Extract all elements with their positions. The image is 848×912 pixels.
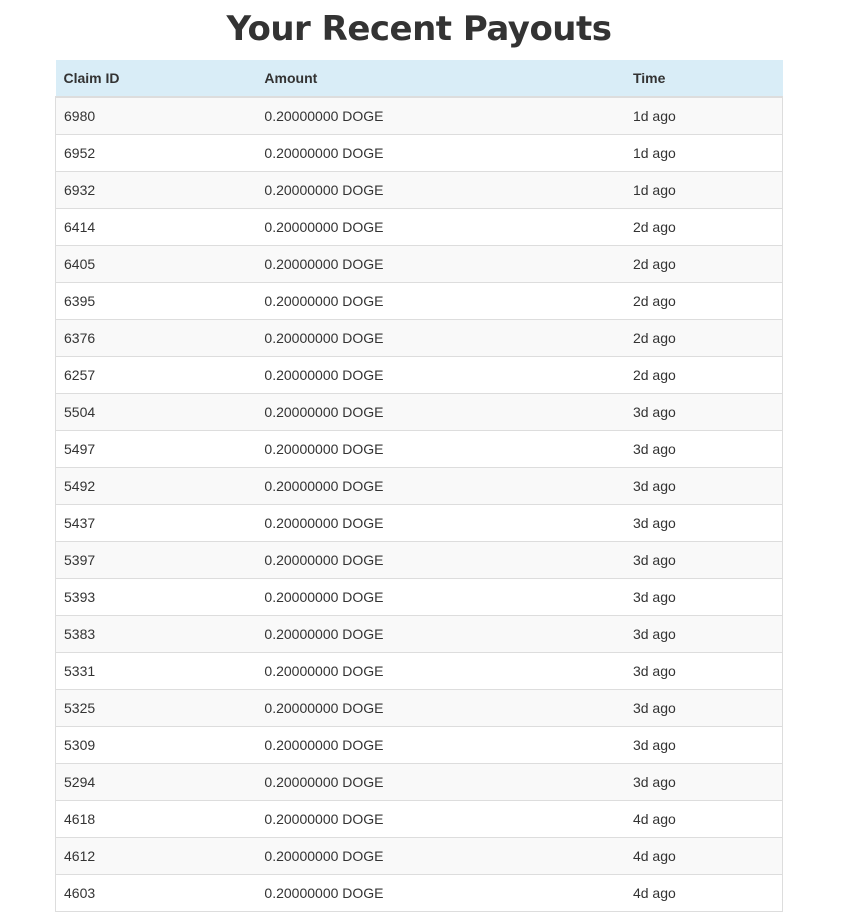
table-row: [56, 394, 783, 431]
table-row: [56, 875, 783, 912]
time-cell: 1d ago: [625, 97, 783, 135]
claim-id-cell: 6405: [56, 246, 257, 283]
table-row: [56, 542, 783, 579]
claim-id-cell: 5294: [56, 764, 257, 801]
table-row: [56, 468, 783, 505]
claim-id-cell: 5437: [56, 505, 257, 542]
amount-cell: 0.20000000 DOGE: [256, 875, 625, 912]
claim-id-cell: 6932: [56, 172, 257, 209]
payouts-table: [55, 60, 783, 912]
time-cell: 3d ago: [625, 616, 783, 653]
table-row: [56, 727, 783, 764]
claim-id-cell: 6257: [56, 357, 257, 394]
table-row: [56, 764, 783, 801]
claim-id-cell: 4612: [56, 838, 257, 875]
time-cell: 3d ago: [625, 505, 783, 542]
amount-cell: 0.20000000 DOGE: [256, 209, 625, 246]
claim-id-cell: 4603: [56, 875, 257, 912]
table-row: [56, 283, 783, 320]
table-header-row: [56, 60, 783, 97]
time-cell: 1d ago: [625, 135, 783, 172]
amount-cell: 0.20000000 DOGE: [256, 579, 625, 616]
amount-cell: 0.20000000 DOGE: [256, 801, 625, 838]
column-header-amount: Amount: [256, 60, 625, 97]
time-cell: 3d ago: [625, 764, 783, 801]
amount-cell: 0.20000000 DOGE: [256, 764, 625, 801]
time-cell: 3d ago: [625, 579, 783, 616]
time-cell: 3d ago: [625, 690, 783, 727]
time-cell: 2d ago: [625, 246, 783, 283]
column-header-claim-id: Claim ID: [56, 60, 257, 97]
amount-cell: 0.20000000 DOGE: [256, 838, 625, 875]
amount-cell: 0.20000000 DOGE: [256, 653, 625, 690]
table-body: [56, 97, 783, 912]
table-row: [56, 135, 783, 172]
table-row: [56, 246, 783, 283]
amount-cell: 0.20000000 DOGE: [256, 357, 625, 394]
table-row: [56, 320, 783, 357]
claim-id-cell: 5492: [56, 468, 257, 505]
table-row: [56, 505, 783, 542]
amount-cell: 0.20000000 DOGE: [256, 431, 625, 468]
claim-id-cell: 5325: [56, 690, 257, 727]
time-cell: 4d ago: [625, 838, 783, 875]
time-cell: 3d ago: [625, 727, 783, 764]
time-cell: 1d ago: [625, 172, 783, 209]
table-header: [56, 60, 783, 97]
time-cell: 4d ago: [625, 801, 783, 838]
page-title: Your Recent Payouts: [226, 8, 612, 49]
claim-id-cell: 5331: [56, 653, 257, 690]
time-cell: 2d ago: [625, 357, 783, 394]
time-cell: 2d ago: [625, 209, 783, 246]
claim-id-cell: 5383: [56, 616, 257, 653]
amount-cell: 0.20000000 DOGE: [256, 283, 625, 320]
table-row: [56, 690, 783, 727]
amount-cell: 0.20000000 DOGE: [256, 394, 625, 431]
time-cell: 3d ago: [625, 431, 783, 468]
time-cell: 3d ago: [625, 542, 783, 579]
table-row: [56, 653, 783, 690]
claim-id-cell: 4618: [56, 801, 257, 838]
time-cell: 3d ago: [625, 394, 783, 431]
claim-id-cell: 6952: [56, 135, 257, 172]
amount-cell: 0.20000000 DOGE: [256, 690, 625, 727]
claim-id-cell: 6395: [56, 283, 257, 320]
amount-cell: 0.20000000 DOGE: [256, 97, 625, 135]
time-cell: 2d ago: [625, 320, 783, 357]
amount-cell: 0.20000000 DOGE: [256, 505, 625, 542]
amount-cell: 0.20000000 DOGE: [256, 135, 625, 172]
amount-cell: 0.20000000 DOGE: [256, 468, 625, 505]
claim-id-cell: 5397: [56, 542, 257, 579]
column-header-time: Time: [625, 60, 783, 97]
table-row: [56, 97, 783, 135]
table-row: [56, 172, 783, 209]
claim-id-cell: 6376: [56, 320, 257, 357]
table-row: [56, 579, 783, 616]
table-row: [56, 357, 783, 394]
claim-id-cell: 5497: [56, 431, 257, 468]
table-row: [56, 616, 783, 653]
amount-cell: 0.20000000 DOGE: [256, 542, 625, 579]
amount-cell: 0.20000000 DOGE: [256, 246, 625, 283]
time-cell: 3d ago: [625, 468, 783, 505]
table-row: [56, 209, 783, 246]
claim-id-cell: 5309: [56, 727, 257, 764]
amount-cell: 0.20000000 DOGE: [256, 616, 625, 653]
claim-id-cell: 6414: [56, 209, 257, 246]
amount-cell: 0.20000000 DOGE: [256, 727, 625, 764]
time-cell: 4d ago: [625, 875, 783, 912]
table-row: [56, 838, 783, 875]
time-cell: 3d ago: [625, 653, 783, 690]
time-cell: 2d ago: [625, 283, 783, 320]
table-row: [56, 431, 783, 468]
table-row: [56, 801, 783, 838]
claim-id-cell: 6980: [56, 97, 257, 135]
claim-id-cell: 5393: [56, 579, 257, 616]
claim-id-cell: 5504: [56, 394, 257, 431]
amount-cell: 0.20000000 DOGE: [256, 320, 625, 357]
amount-cell: 0.20000000 DOGE: [256, 172, 625, 209]
